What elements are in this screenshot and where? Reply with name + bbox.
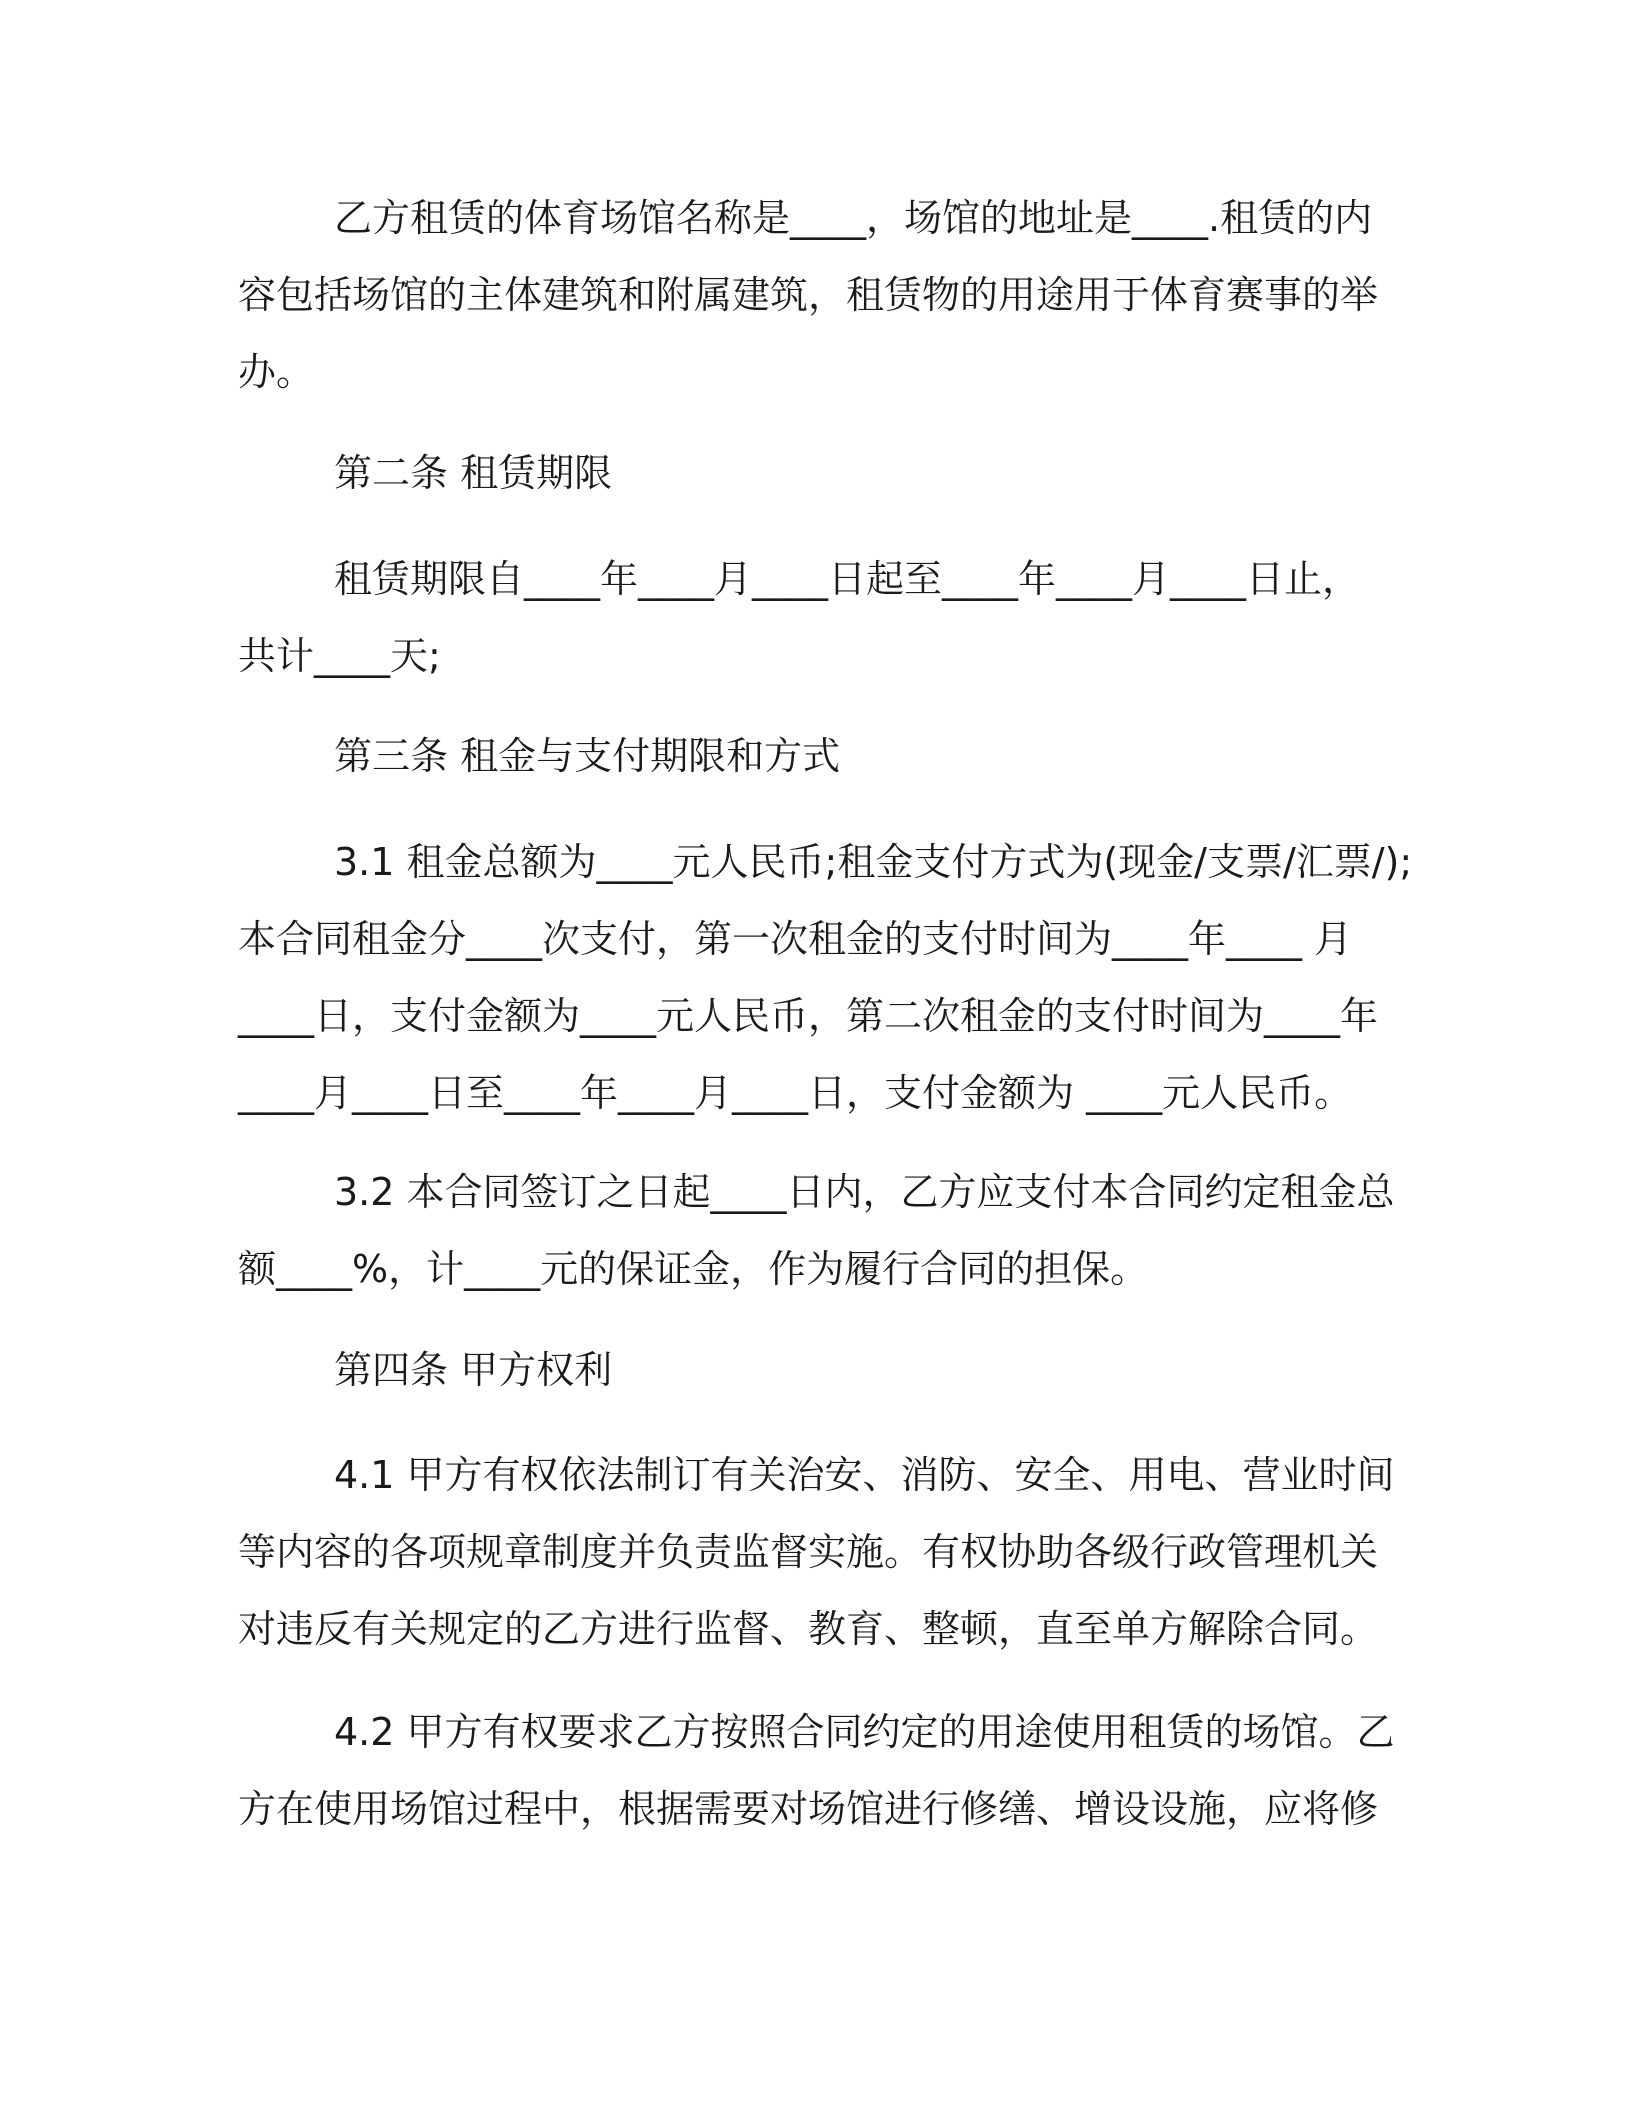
text-line: 4.1 甲方有权依法制订有关治安、消防、安全、用电、营业时间 [334,1453,1395,1497]
text-line: 3.1 租金总额为____元人民币;租金支付方式为(现金/支票/汇票/); [334,840,1413,884]
text-line: 方在使用场馆过程中，根据需要对场馆进行修缮、增设设施，应将修 [238,1787,1379,1831]
text-line: 4.2 甲方有权要求乙方按照合同约定的用途使用租赁的场馆。乙 [334,1710,1395,1754]
text-line: 等内容的各项规章制度并负责监督实施。有权协助各级行政管理机关 [238,1530,1379,1574]
section-heading: 第三条 租金与支付期限和方式 [334,734,841,778]
text-line: 乙方租赁的体育场馆名称是____，场馆的地址是____.租赁的内 [334,196,1373,240]
text-line: 本合同租金分____次支付，第一次租金的支付时间为____年____ 月 [238,917,1353,961]
section-heading: 第二条 租赁期限 [334,451,613,495]
text-line: 租赁期限自____年____月____日起至____年____月____日止， [334,557,1361,601]
text-line: 容包括场馆的主体建筑和附属建筑，租赁物的用途用于体育赛事的举 [238,273,1379,317]
text-line: 3.2 本合同签订之日起____日内，乙方应支付本合同约定租金总 [334,1170,1395,1214]
text-line: ____日，支付金额为____元人民币，第二次租金的支付时间为____年 [238,994,1379,1038]
section-heading: 第四条 甲方权利 [334,1348,613,1392]
text-line: 办。 [238,350,315,394]
text-line: 共计____天; [238,634,441,678]
text-line: 对违反有关规定的乙方进行监督、教育、整顿，直至单方解除合同。 [238,1607,1379,1651]
text-line: 额____%，计____元的保证金，作为履行合同的担保。 [238,1247,1149,1291]
text-line: ____月____日至____年____月____日，支付金额为 ____元人民币。 [238,1071,1353,1115]
